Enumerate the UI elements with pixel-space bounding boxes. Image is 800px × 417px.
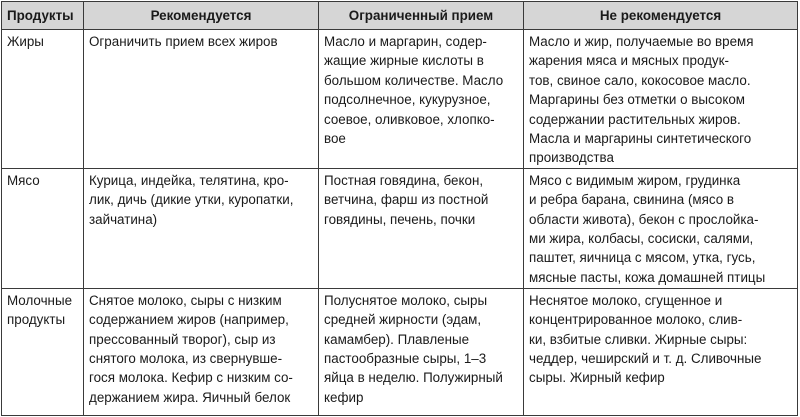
cell-not-recommended <box>524 288 798 415</box>
table-row-meat <box>2 168 798 288</box>
cell-limited <box>319 168 524 288</box>
cell-text-line: средней жирности (эдам, <box>324 312 482 328</box>
cell-product <box>2 168 84 288</box>
cell-text-line: Маргарины без отметки о высоком <box>529 92 745 108</box>
cell-text-line: яйца в неделю. Полужирный <box>324 370 503 386</box>
cell-text-line: прессованный творог), сыр из <box>89 331 276 347</box>
cell-text-line: производства <box>529 150 614 166</box>
column-header-limited: Ограниченный прием <box>319 2 524 30</box>
cell-text-line: чеддер, чеширский и т. д. Сливочные <box>529 351 762 367</box>
cell-text-line: области живота), бекон с прослойка- <box>529 211 759 227</box>
cell-text-line: Курица, индейка, телятина, кро- <box>89 172 289 188</box>
column-header-not-recommended: Не рекомендуется <box>524 2 798 30</box>
cell-not-recommended <box>524 30 798 169</box>
cell-text-line: продукты <box>7 312 66 328</box>
cell-text-line: Мясо <box>7 172 40 188</box>
cell-text-line: говядины, печень, почки <box>324 211 476 227</box>
cell-text-line: Ограничить прием всех жиров <box>89 34 278 49</box>
table-row-fats <box>2 30 798 169</box>
cell-text-line: гося молока. Кефир с низким со- <box>89 370 293 386</box>
cell-recommended <box>84 30 319 169</box>
cell-text-line: паштет, яичница с мясом, утка, гусь, <box>529 250 756 266</box>
cell-text-line: Молочные <box>7 292 73 308</box>
header-row <box>2 2 798 30</box>
cell-text-line: Постная говядина, бекон, <box>324 172 484 188</box>
cell-text-line: мясные пасты, кожа домашней птицы <box>529 269 766 285</box>
cell-text-line: подсолнечное, кукурузное, <box>324 92 491 108</box>
column-header-products: Продукты <box>2 2 84 30</box>
cell-recommended <box>84 288 319 415</box>
cell-limited <box>319 30 524 169</box>
cell-text-line: ки, взбитые сливки. Жирные сыры: <box>529 331 748 347</box>
cell-product <box>2 288 84 415</box>
cell-product <box>2 30 84 169</box>
cell-text-line: держанием жира. Яичный белок <box>89 389 291 405</box>
cell-text-line: Неснятое молоко, сгущенное и <box>529 292 723 308</box>
cell-text-line: снятого молока, из свернувше- <box>89 351 283 367</box>
cell-text-line: ми жира, колбасы, сосиски, салями, <box>529 231 754 247</box>
cell-not-recommended <box>524 168 798 288</box>
cell-text-line: Снятое молоко, сыры с низким <box>89 292 282 308</box>
cell-text-line: Масла и маргарины синтетического <box>529 131 752 147</box>
cell-text-line: Масло и маргарин, содер- <box>324 34 487 49</box>
column-header-recommended: Рекомендуется <box>84 2 319 30</box>
cell-limited <box>319 288 524 415</box>
cell-text-line: пастообразные сыры, 1–3 <box>324 351 487 367</box>
cell-text-line: и ребра барана, свинина (мясо в <box>529 192 734 208</box>
cell-text-line: зайчатина) <box>89 211 158 227</box>
cell-text-line: Масло и жир, получаемые во время <box>529 34 754 49</box>
cell-text-line: лик, дичь (дикие утки, куропатки, <box>89 192 294 208</box>
cell-text-line: концентрированное молоко, слив- <box>529 312 743 328</box>
cell-text-line: большом количестве. Масло <box>324 72 504 88</box>
cell-text-line: сыры. Жирный кефир <box>529 370 665 386</box>
cell-text-line: жащие жирные кислоты в <box>324 53 484 69</box>
cell-recommended <box>84 168 319 288</box>
diet-table <box>1 1 798 416</box>
cell-text-line: Жиры <box>7 34 44 49</box>
cell-text-line: жарения мяса и мясных продук- <box>529 53 729 69</box>
cell-text-line: кефир <box>324 389 364 405</box>
cell-text-line: камамбер). Плавленые <box>324 331 470 347</box>
cell-text-line: содержании растительных жиров. <box>529 111 741 127</box>
cell-text-line: тов, свиное сало, кокосовое масло. <box>529 72 751 88</box>
cell-text-line: соевое, оливковое, хлопко- <box>324 111 495 127</box>
cell-text-line: вое <box>324 131 346 147</box>
cell-text-line: Полуснятое молоко, сыры <box>324 292 488 308</box>
cell-text-line: ветчина, фарш из постной <box>324 192 489 208</box>
cell-text-line: Мясо с видимым жиром, грудинка <box>529 172 741 188</box>
cell-text-line: содержанием жиров (например, <box>89 312 289 328</box>
table-row-dairy <box>2 288 798 415</box>
